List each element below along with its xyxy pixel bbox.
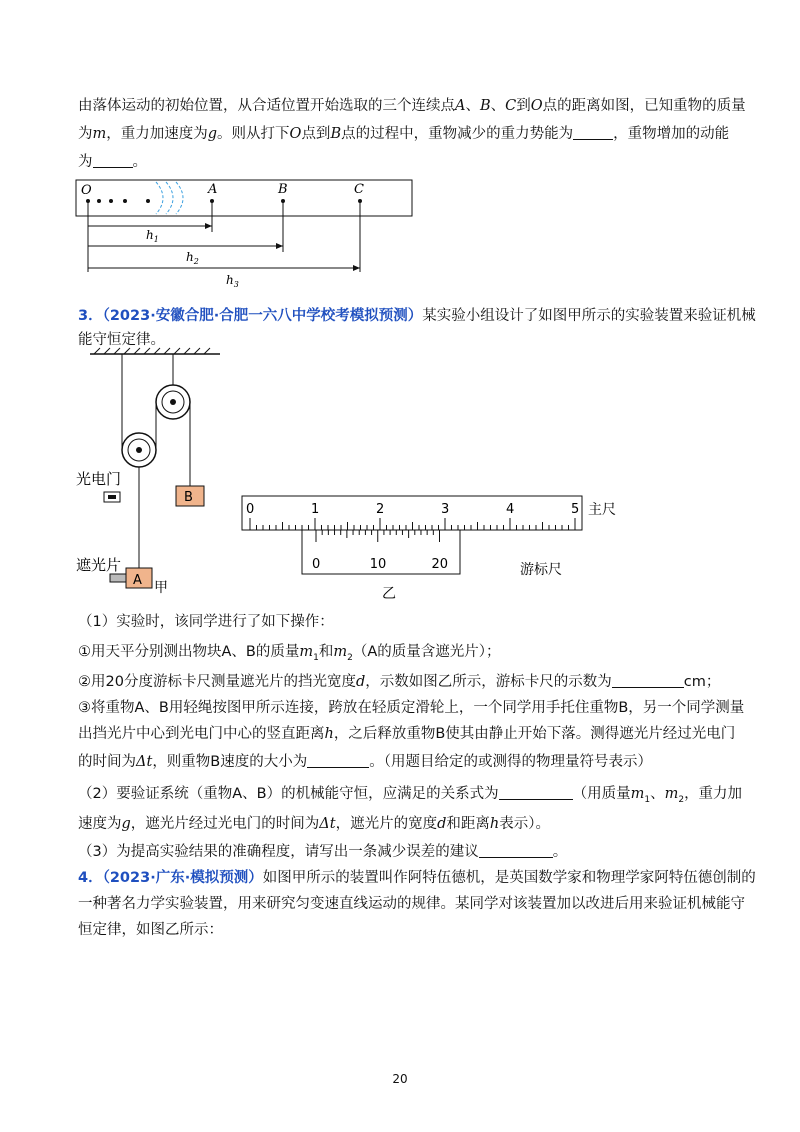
block-label-B: B — [184, 490, 193, 505]
page-number: 20 — [392, 1072, 408, 1086]
text-line: 出挡光片中心到光电门中心的竖直距离h，之后释放重物B使其由静止开始下落。测得遮光片经过光电门 — [78, 726, 736, 742]
point-label-C: C — [354, 182, 364, 197]
main-tick-label: 1 — [311, 502, 320, 517]
text-line: 恒定律，如图乙所示： — [78, 922, 223, 938]
text-line: （3）为提高实验结果的准确程度，请写出一条减少误差的建议 。 — [78, 844, 568, 860]
svg-text:h2: $h_2$ — [186, 250, 199, 266]
main-tick-label: 2 — [376, 502, 385, 517]
vernier-tick-label: 20 — [431, 557, 449, 572]
text-line: （1）实验时，该同学进行了如下操作： — [78, 614, 334, 630]
text-line: ①用天平分别测出物块A、B的质量$m_1$和$m_2(A$的质量含遮光片）； — [78, 644, 501, 663]
answer-blank[interactable] — [612, 673, 684, 688]
figure-label-yi: 乙 — [382, 586, 396, 602]
answer-blank[interactable] — [93, 153, 133, 168]
block-label-A: A — [133, 573, 142, 588]
vernier-tick-label: 0 — [312, 557, 321, 572]
question-4-stem: 4．（2023·广东·模拟预测）如图甲所示的装置叫作阿特伍德机，是英国数学家和物理学家阿特伍德创制的 — [78, 870, 756, 886]
question-3-stem: 3．（2023·安徽合肥·合肥一六八中学校考模拟预测）某实验小组设计了如图甲所示的实验装置来验证机械 — [78, 308, 756, 324]
answer-blank[interactable] — [499, 785, 573, 800]
text-line: 一种著名力学实验装置，用来研究匀变速直线运动的规律。某同学对该装置加以改进后用来验证机械能守 — [78, 896, 745, 912]
figure-label-jia: 甲 — [154, 580, 168, 596]
photogate-label: 光电门 — [76, 470, 122, 488]
vernier-tick-label: 10 — [369, 557, 387, 572]
text-line: 速度为g，遮光片经过光电门的时间为Δt，遮光片的宽度d和距离h表示）。 — [78, 816, 550, 832]
text-line: （2）要验证系统（重物A、B）的机械能守恒，应满足的关系式为 （用质量$m_1$、$m_2$，重力加 — [78, 786, 743, 805]
main-tick-label: 3 — [441, 502, 450, 517]
shade-label: 遮光片 — [76, 556, 122, 574]
text-line: ③将重物A、B用轻绳按图甲所示连接，跨放在轻质定滑轮上，一个同学用手托住重物B，另一个同学测量 — [78, 700, 745, 716]
answer-blank[interactable] — [307, 753, 369, 768]
text-line: ②用20分度游标卡尺测量遮光片的挡光宽度d，示数如图乙所示，游标卡尺的示数为 cm； — [78, 674, 721, 690]
apparatus-figure — [70, 346, 670, 606]
main-scale-label: 主尺 — [588, 502, 616, 518]
text-line: 由落体运动的初始位置，从合适位置开始选取的三个连续点A、B、C到O点的距离如图，已知重物的质量 — [78, 98, 746, 114]
point-label-A: A — [208, 182, 218, 197]
svg-text:h1: $h_1$ — [146, 228, 159, 244]
point-label-O: O — [81, 183, 92, 198]
text-line: 为m，重力加速度为g。则从打下O点到B点的过程中，重物减少的重力势能为 ，重物增加的动能 — [78, 126, 730, 142]
main-tick-label: 4 — [506, 502, 515, 517]
text-line: 为 。 — [78, 154, 147, 170]
main-tick-label: 5 — [571, 502, 580, 517]
text-line: 能守恒定律。 — [78, 332, 165, 348]
main-tick-label: 0 — [246, 502, 255, 517]
svg-text:h3: $h_3$ — [226, 273, 239, 289]
text-line: 的时间为Δt，则重物B速度的大小为 。（用题目给定的或测得的物理量符号表示） — [78, 754, 653, 770]
point-label-B: B — [278, 182, 288, 197]
vernier-scale-label: 游标尺 — [520, 562, 562, 578]
answer-blank[interactable] — [479, 843, 553, 858]
tape-figure — [70, 176, 420, 292]
answer-blank[interactable] — [573, 125, 613, 140]
